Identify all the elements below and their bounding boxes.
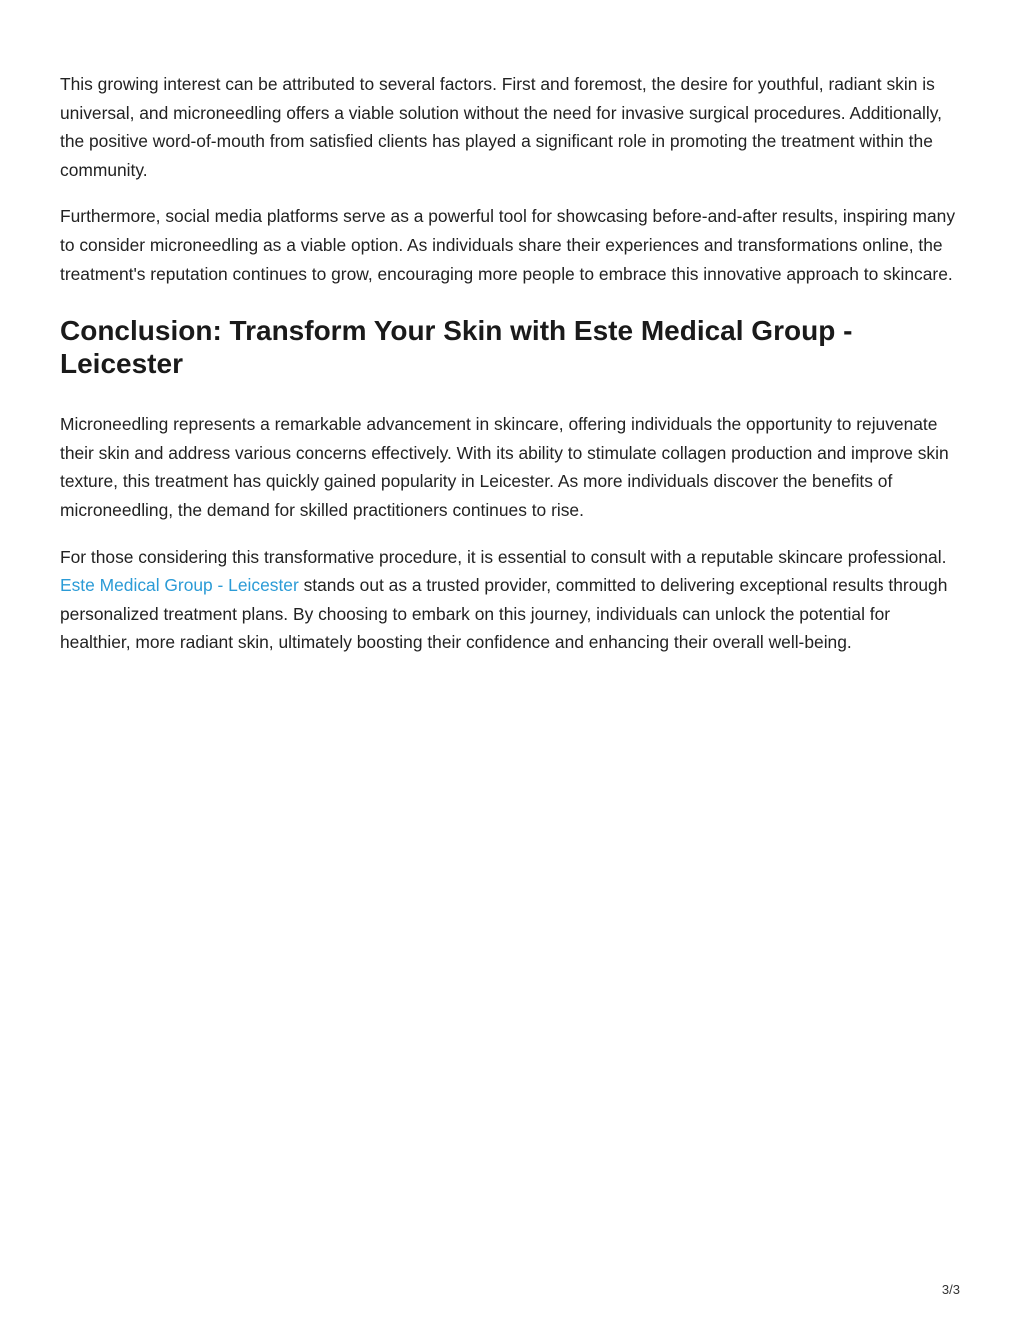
conclusion-heading: Conclusion: Transform Your Skin with Este Medical Group - Leicester [60,315,853,380]
paragraph-consult-professional [60,543,964,657]
este-medical-group-link[interactable]: Este Medical Group - Leicester [60,575,299,596]
paragraph-growing-interest: This growing interest can be attributed to several factors. First and foremost, the desire for youthful, radiant skin is universal, and microneedling offers a viable solution without the need for invasive surgical procedures. Additionally, the positive word-of-mouth from satisfied clients has played a significant role in promoting the treatment within the community. [60,74,942,180]
paragraph-microneedling-advancement: Microneedling represents a remarkable advancement in skincare, offering individuals the opportunity to rejuvenate their skin and address various concerns effectively. With its ability to stimulate collagen production and improve skin texture, this treatment has quickly gained popularity in Leicester. As more individuals discover the benefits of microneedling, the demand for skilled practitioners continues to rise. [60,414,949,520]
document-body [60,70,964,675]
paragraph-text-before-link: For those considering this transformative procedure, it is essential to consult with a reputable skincare professional. [60,546,947,567]
paragraph-social-media: Furthermore, social media platforms serve as a powerful tool for showcasing before-and-after results, inspiring many to consider microneedling as a viable option. As individuals share their experiences and transformations online, the treatment's reputation continues to grow, encouraging more people to embrace this innovative approach to skincare. [60,206,956,284]
page-number: 3/3 [941,1282,960,1297]
paragraph-text-after-link: stands out as a trusted provider, committed to delivering exceptional results through personalized treatment plans. By choosing to embark on this journey, individuals can unlock the potential for healthier, more radiant skin, ultimately boosting their confidence and enhancing their overall well-being. [60,575,948,653]
